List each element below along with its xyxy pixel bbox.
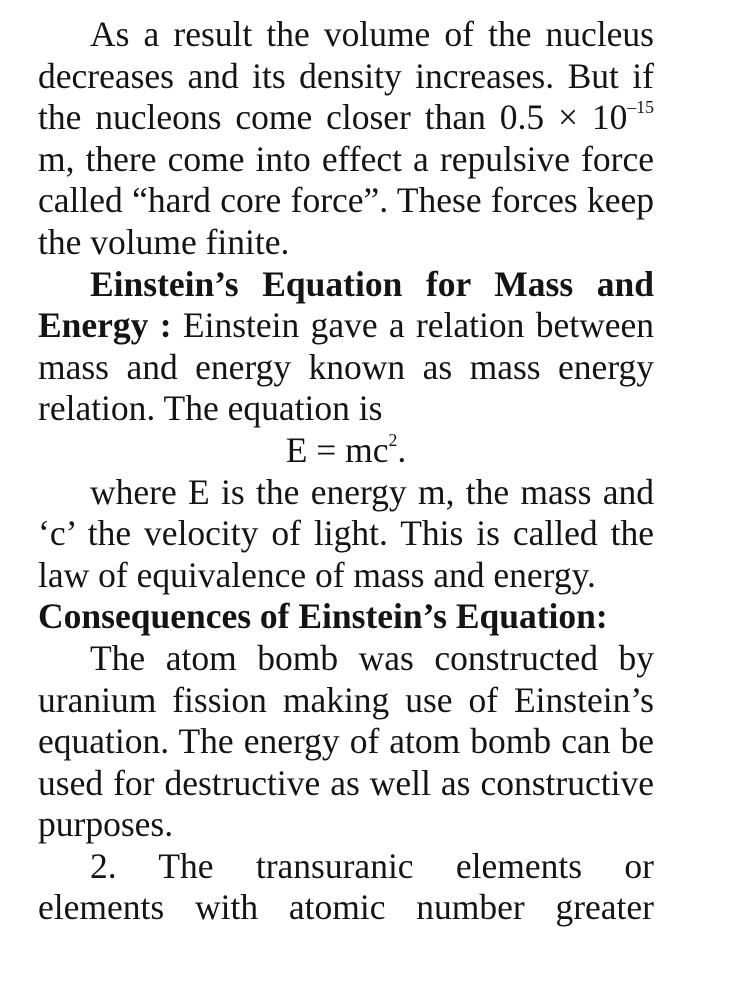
paragraph-text: Einstein gave a relation between mass and energy known as mass energy relation. The equation is: [38, 305, 654, 429]
exponent: –15: [627, 97, 654, 118]
paragraph-transuranic: [38, 846, 654, 929]
equation-end: .: [397, 429, 407, 470]
section-heading-consequences: Consequences of Einstein’s Equation:: [38, 596, 608, 637]
equation-mass-energy: [38, 430, 654, 472]
equation-exponent: 2: [388, 429, 398, 450]
paragraph-atom-bomb: [38, 638, 654, 846]
paragraph-mass-energy: [38, 264, 654, 430]
paragraph-text: As a result the volume of the nucleus decreases and its density increases. But if the nucleons come closer than 0.5 × 10: [38, 14, 654, 138]
section-heading-einstein-equation: Einstein’s Equation for Mass and Energy :: [38, 263, 654, 346]
paragraph-equivalence: [38, 472, 654, 597]
paragraph-text: 2. The transuranic elements or elements with atomic number greater: [38, 845, 654, 928]
paragraph-text: where E is the energy m, the mass and ‘c’ the velocity of light. This is called the law of equivalence of mass and energy.: [38, 471, 654, 595]
paragraph-text-continued: m, there come into effect a repulsive force called “hard core force”. These forces keep the volume finite.: [38, 138, 654, 262]
text-page: [38, 14, 654, 929]
paragraph-text: The atom bomb was constructed by uranium fission making use of Einstein’s equation. The energy of atom bomb can be used for destructive as well as constructive purposes.: [38, 637, 654, 845]
equation-base: E = mc: [285, 429, 389, 470]
paragraph-nucleus-density: [38, 14, 654, 264]
